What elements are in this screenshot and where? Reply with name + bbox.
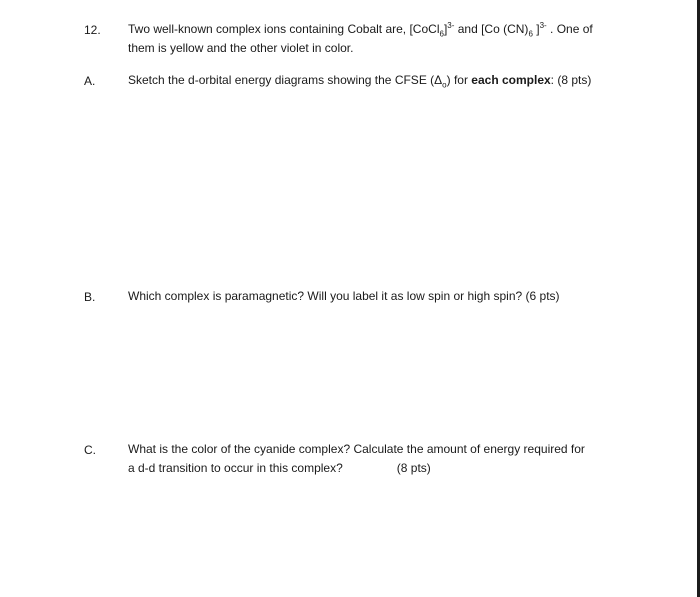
part-c-text xyxy=(128,440,628,478)
part-c-line2: a d-d transition to occur in this complex? (8 pts) xyxy=(128,461,431,475)
part-c-label: C. xyxy=(84,443,96,457)
question-intro xyxy=(128,20,628,58)
part-b-label: B. xyxy=(84,290,96,304)
part-c-points: (8 pts) xyxy=(396,461,431,475)
part-c-line1: What is the color of the cyanide complex? Calculate the amount of energy required for xyxy=(128,442,585,456)
part-a-label: A. xyxy=(84,74,96,88)
part-a-text: Sketch the d-orbital energy diagrams showing the CFSE $(\Delta_o)$ for each complex: (8 pts) xyxy=(128,73,592,90)
question-intro-line2: them is yellow and the other violet in color. xyxy=(128,41,354,55)
part-b-text: Which complex is paramagnetic? Will you label it as low spin or high spin? (6 pts) xyxy=(128,289,560,303)
part-a-bold: each complex xyxy=(471,73,551,87)
question-number: 12. xyxy=(84,23,101,37)
question-intro-line1: Two well-known complex ions containing Cobalt are, [CoCl$_6$]$^{3-}$ and [Co $(CN)_6$ ]$^{3-}$ . One of xyxy=(128,21,593,39)
